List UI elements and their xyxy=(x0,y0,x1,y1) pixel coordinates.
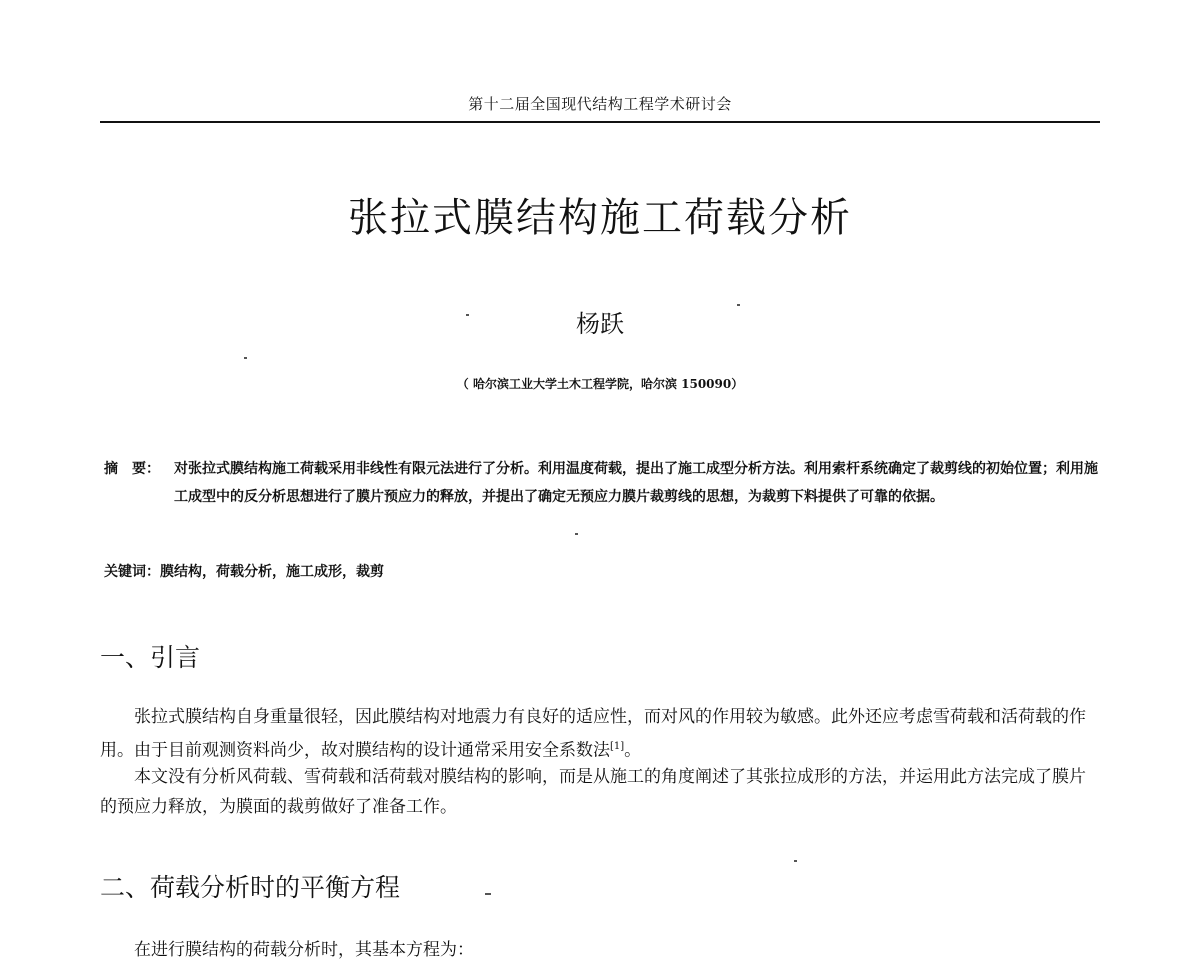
intro-paragraph-1 xyxy=(100,702,1100,766)
keywords-label: 关键词： xyxy=(104,564,160,580)
keywords xyxy=(104,560,1100,584)
scan-speck xyxy=(485,893,491,895)
scan-speck xyxy=(244,357,247,359)
section-heading-introduction: 一、引言 xyxy=(100,643,201,672)
header-rule xyxy=(100,121,1100,123)
intro-paragraph-1-text: 张拉式膜结构自身重量很轻，因此膜结构对地震力有良好的适应性，而对风的作用较为敏感。此外还应考虑雪荷载和活荷载的作用。由于目前观测资料尚少，故对膜结构的设计通常采用安全系数法 xyxy=(100,707,1086,761)
equilibrium-paragraph-1: 在进行膜结构的荷载分析时，其基本方程为： xyxy=(134,940,474,960)
scan-speck xyxy=(575,533,578,535)
abstract-label: 摘 要： xyxy=(104,461,160,477)
paper-title: 张拉式膜结构施工荷载分析 xyxy=(348,195,852,241)
intro-paragraph-1-end: 。 xyxy=(624,740,642,761)
scan-speck xyxy=(794,860,797,862)
intro-paragraph-2: 本文没有分析风荷载、雪荷载和活荷载对膜结构的影响，而是从施工的角度阐述了其张拉成形的方法，并运用此方法完成了膜片的预应力释放，为膜面的裁剪做好了准备工作。 xyxy=(100,767,1086,817)
abstract xyxy=(104,455,1100,511)
author-name: 杨跃 xyxy=(576,310,624,338)
affiliation: （ 哈尔滨工业大学土木工程学院，哈尔滨 150090） xyxy=(456,377,744,391)
abstract-text: 对张拉式膜结构施工荷载采用非线性有限元法进行了分析。利用温度荷载，提出了施工成型分析方法。利用索杆系统确定了裁剪线的初始位置；利用施工成型中的反分析思想进行了膜片预应力的释放，并提出了确定无预应力膜片裁剪线的思想，为裁剪下料提供了可靠的依据。 xyxy=(174,461,1098,505)
section-heading-equilibrium: 二、荷载分析时的平衡方程 xyxy=(100,873,401,902)
scan-speck xyxy=(737,304,740,306)
conference-header: 第十二届全国现代结构工程学术研讨会 xyxy=(468,95,732,113)
scan-speck xyxy=(466,314,469,316)
citation-ref: [1] xyxy=(610,741,625,752)
keywords-text: 膜结构，荷载分析，施工成形，裁剪 xyxy=(160,564,384,580)
